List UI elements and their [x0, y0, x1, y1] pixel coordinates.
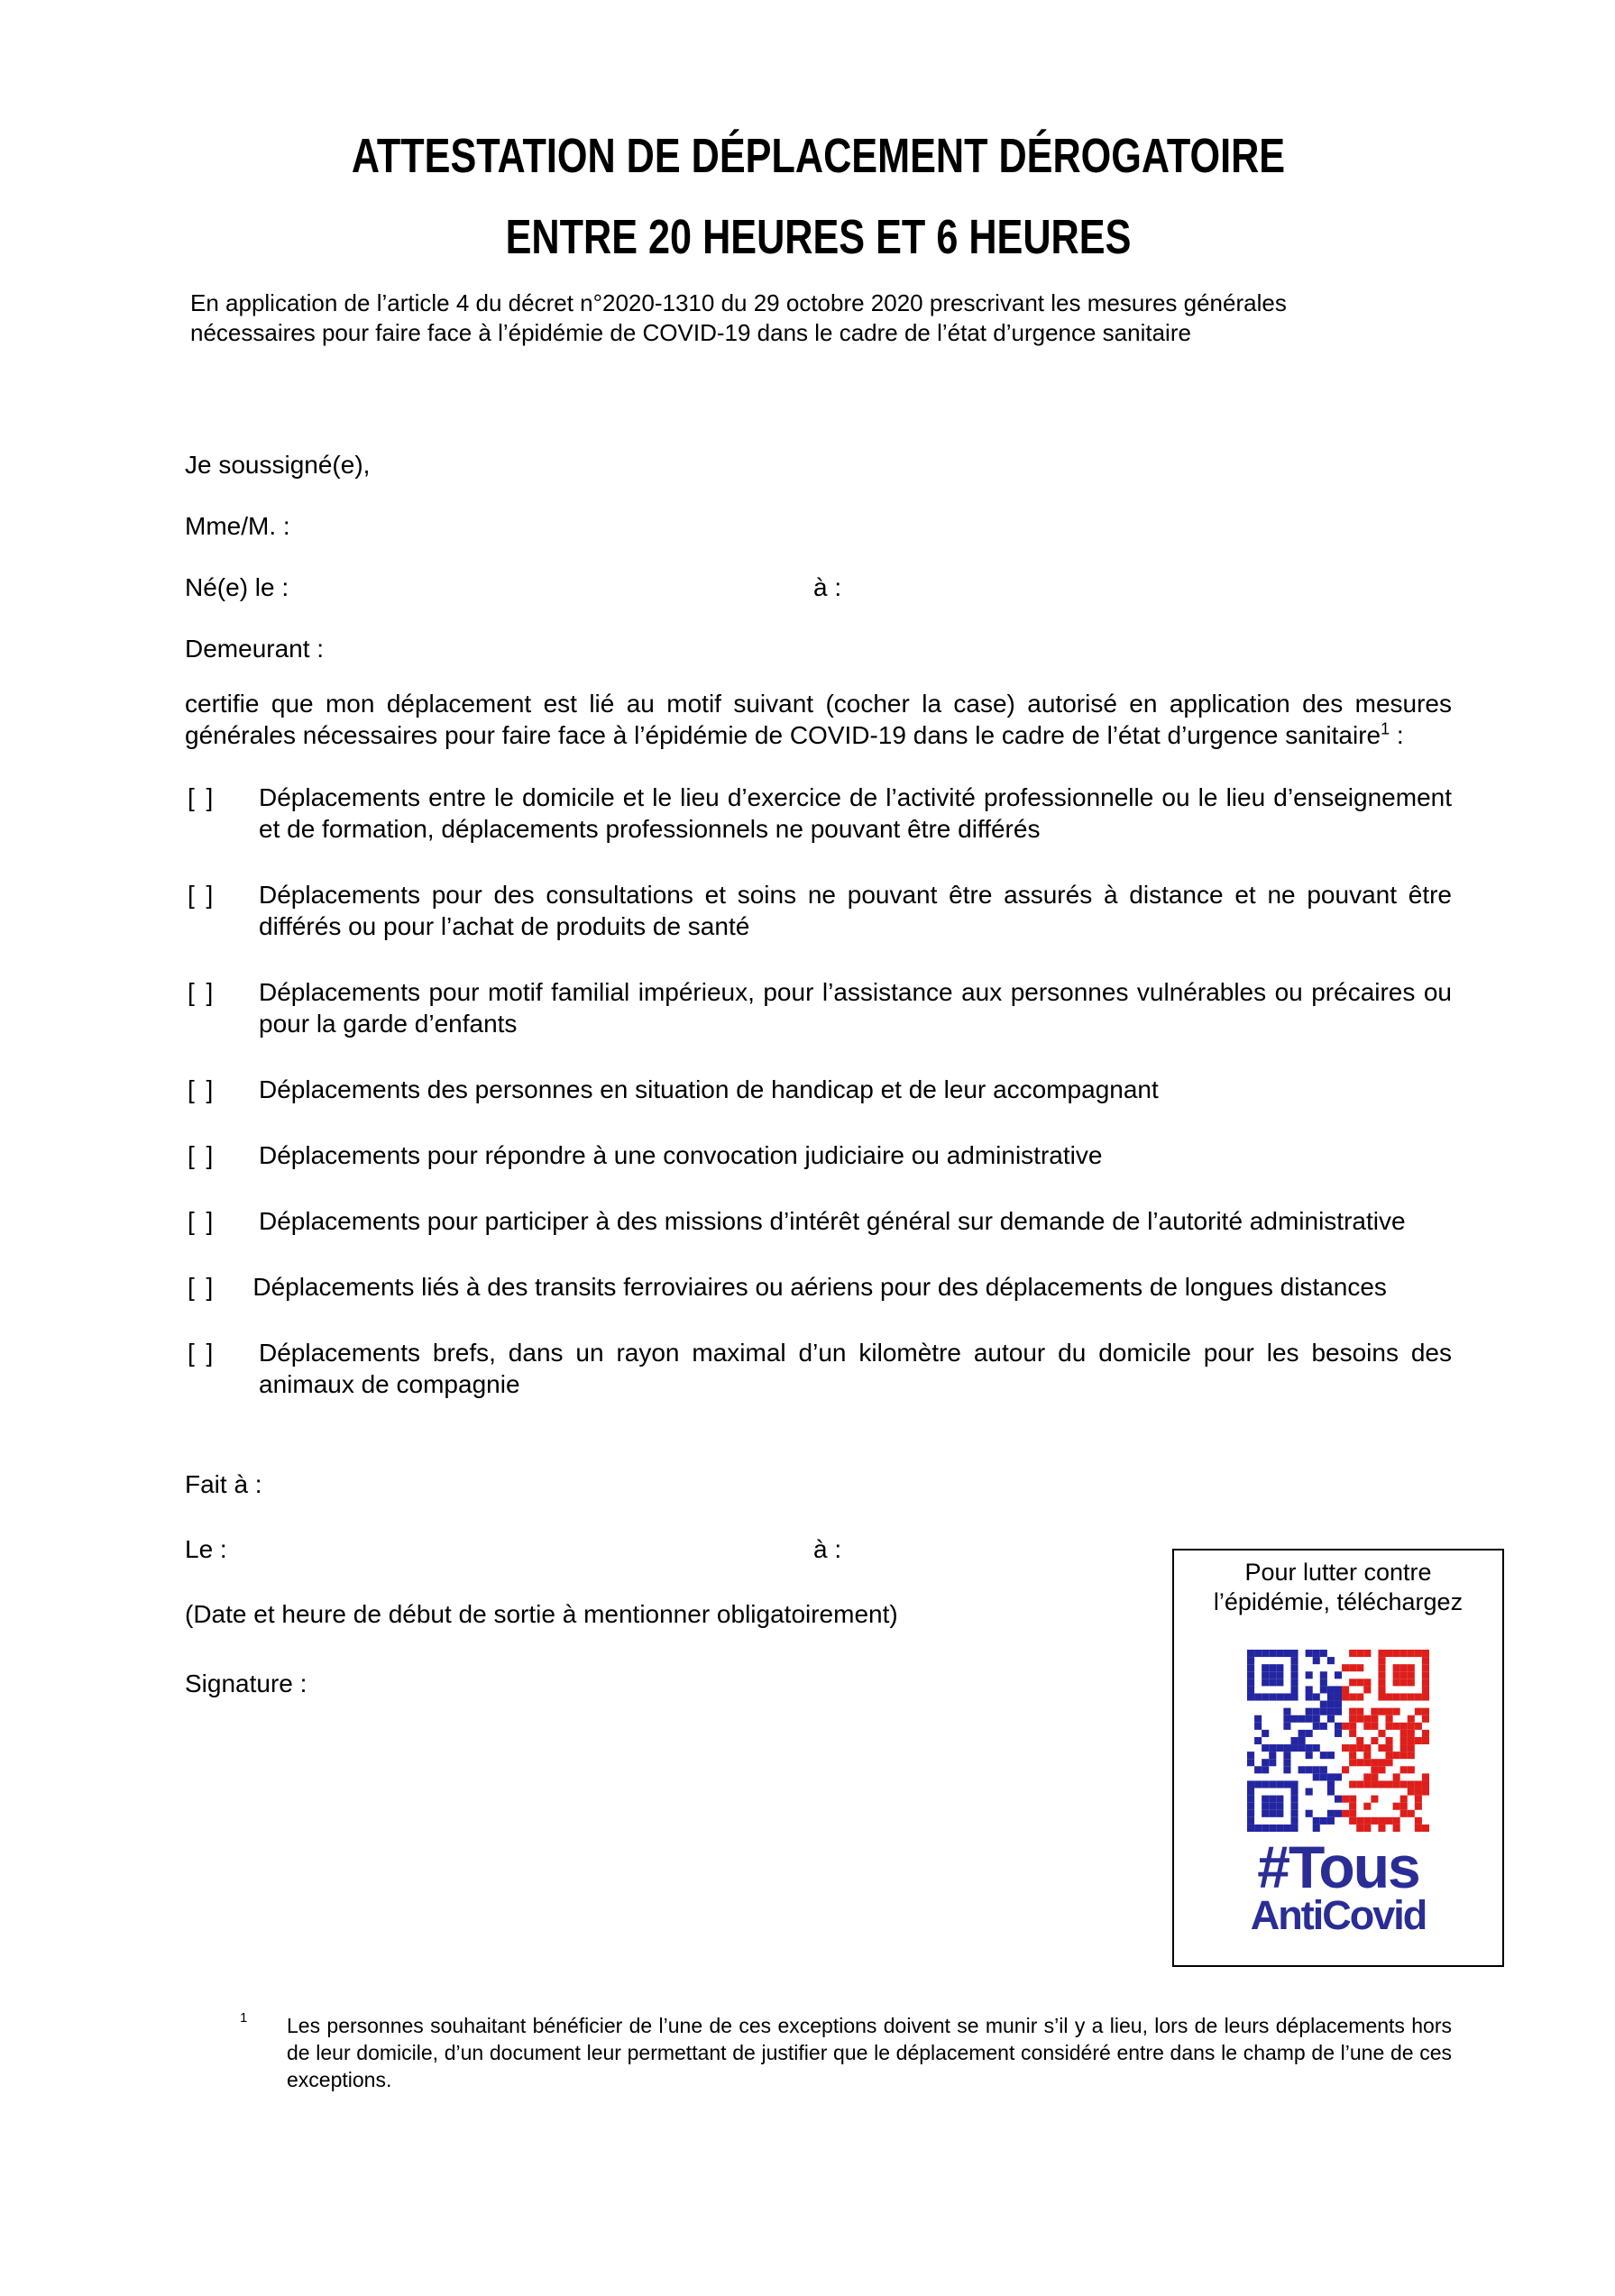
field-je-soussigne: Je soussigné(e), [185, 451, 371, 479]
legal-intro-line1: En application de l’article 4 du décret n°2020-1310 du 29 octobre 2020 prescrivant les mesures générales [190, 289, 1287, 316]
date-note: (Date et heure de début de sortie à mentionner obligatoirement) [185, 1600, 898, 1628]
motif-item-6 [185, 1205, 1452, 1237]
field-ne-le [185, 572, 1452, 603]
field-le-label: Le : [185, 1535, 227, 1563]
field-ne-le-label: Né(e) le : [185, 573, 289, 601]
motif-checkbox-2[interactable]: [ ] [188, 881, 214, 909]
motif-text-1: Déplacements entre le domicile et le lieu d’exercice de l’activité professionnelle ou le lieu d’enseignement et de formation, déplacements professionnels ne pouvant être différés [259, 783, 1452, 843]
identity-fields [185, 449, 1452, 664]
motif-checkbox-3[interactable]: [ ] [188, 978, 214, 1006]
motif-checkbox-1[interactable]: [ ] [188, 783, 214, 811]
footnote-text: Les personnes souhaitant bénéficier de l’une de ces exceptions doivent se munir s’il y a lieu, lors de leurs déplacements hors de leur domicile, d’un document leur permettant de justifier que le déplacement considéré entre dans le champ de l’une de ces exceptions. [287, 2014, 1452, 2091]
field-le-a-label: à : [813, 1535, 842, 1563]
motif-text-4: Déplacements des personnes en situation de handicap et de leur accompagnant [259, 1075, 1159, 1103]
motif-text-3: Déplacements pour motif familial impérieux, pour l’assistance aux personnes vulnérables ou précaires ou pour la garde d’enfants [259, 978, 1452, 1038]
motif-item-4 [185, 1074, 1452, 1105]
motif-text-2: Déplacements pour des consultations et soins ne pouvant être assurés à distance et ne pouvant être différés ou pour l’achat de produits de santé [259, 881, 1452, 940]
motif-text-6: Déplacements pour participer à des missions d’intérêt général sur demande de l’autorité administrative [259, 1207, 1406, 1235]
motif-checkbox-5[interactable]: [ ] [188, 1141, 214, 1169]
field-fait-a: Fait à : [185, 1470, 262, 1498]
motif-item-1 [185, 782, 1452, 845]
logo-anticovid: AntiCovid [1250, 1892, 1427, 1938]
motif-item-2 [185, 879, 1452, 942]
legal-intro [190, 288, 1452, 348]
motif-item-7 [185, 1271, 1452, 1303]
footnote-reference: 1 [1381, 719, 1390, 738]
motif-checkbox-4[interactable]: [ ] [188, 1075, 214, 1103]
field-demeurant: Demeurant : [185, 635, 325, 663]
motif-text-5: Déplacements pour répondre à une convocation judiciaire ou administrative [259, 1141, 1103, 1169]
motif-text-8: Déplacements brefs, dans un rayon maximal d’un kilomètre autour du domicile pour les besoins des animaux de compagnie [259, 1339, 1452, 1398]
field-ne-a-label: à : [813, 573, 842, 601]
motif-list [185, 782, 1452, 1400]
logo-tous: #Tous [1257, 1834, 1419, 1900]
promo-text: Pour lutter contre l’épidémie, téléchargez [1213, 1559, 1464, 1615]
motif-text-7: Déplacements liés à des transits ferroviaires ou aériens pour des déplacements de longues distances [252, 1273, 1387, 1301]
motif-item-8 [185, 1337, 1452, 1400]
anticovid-promo-box [1172, 1549, 1504, 1967]
motif-item-3 [185, 976, 1452, 1039]
footnote-1 [240, 2012, 1452, 2093]
motif-checkbox-6[interactable]: [ ] [188, 1207, 214, 1235]
motif-item-5 [185, 1139, 1452, 1171]
document-title: ATTESTATION DE DÉPLACEMENT DÉROGATOIRE [351, 129, 1286, 183]
tous-anticovid-logo [1174, 1834, 1502, 1938]
certify-paragraph: certifie que mon déplacement est lié au motif suivant (cocher la case) autorisé en application des mesures générales nécessaires pour faire face à l’épidémie de COVID-19 dans le cadre de l’état d’urgence sanitaire$^1$ : [185, 690, 1452, 749]
footnote-marker: 1 [240, 2010, 248, 2026]
motif-checkbox-7[interactable]: [ ] [188, 1273, 214, 1301]
signature-label: Signature : [185, 1669, 307, 1697]
legal-intro-line2: nécessaires pour faire face à l’épidémie de COVID-19 dans le cadre de l’état d’urgence sanitaire [190, 319, 1191, 346]
motif-checkbox-8[interactable]: [ ] [188, 1339, 214, 1367]
anticovid-qr-code [1247, 1650, 1429, 1832]
field-mme-m: Mme/M. : [185, 512, 290, 540]
document-subtitle: ENTRE 20 HEURES ET 6 HEURES [505, 210, 1132, 264]
